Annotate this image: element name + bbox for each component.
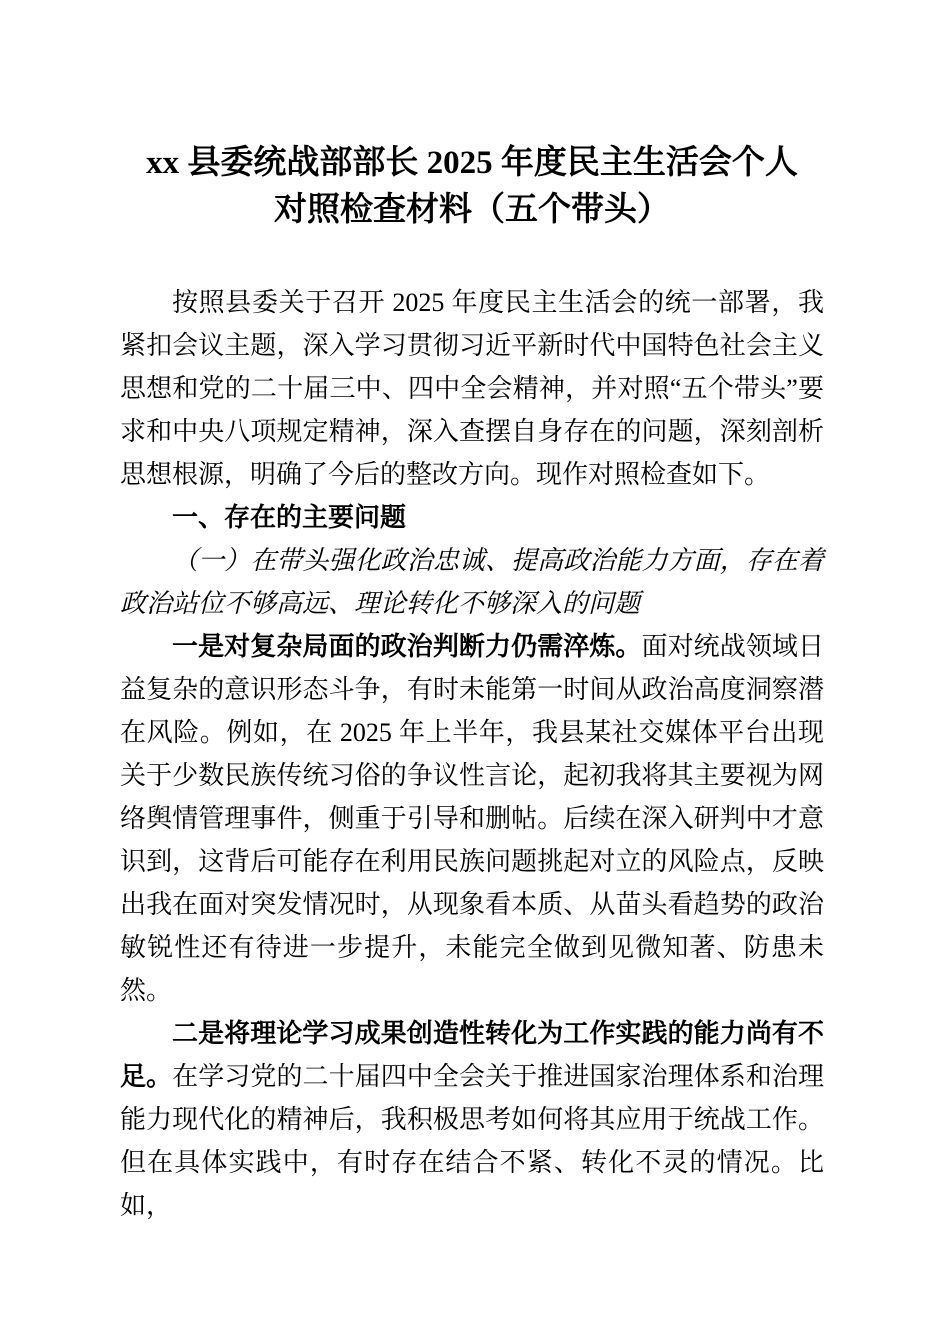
section-heading-main-problems: 一、存在的主要问题 [172, 502, 407, 532]
paragraph-item-2-lead: 二是将理论学习成果创造性转化为工作实践的能力尚有不足。 [120, 1019, 824, 1091]
paragraph-item-2 [120, 1012, 824, 1227]
document-title-line-2: 对照检查材料（五个带头） [274, 192, 670, 228]
subsection-heading-political-loyalty: （一）在带头强化政治忠诚、提高政治能力方面，存在着政治站位不够高远、理论转化不够深入的问题 [120, 546, 824, 618]
paragraph-item-1 [120, 625, 824, 1012]
intro-paragraph: 按照县委关于召开 2025 年度民主生活会的统一部署，我紧扣会议主题，深入学习贯彻习近平新时代中国特色社会主义思想和党的二十届三中、四中全会精神，并对照“五个带头”要求和中央八项规定精神，深入查摆自身存在的问题，深刻剖析思想根源，明确了今后的整改方向。现作对照检查如下。 [120, 288, 824, 489]
paragraph-item-1-text: 面对统战领域日益复杂的意识形态斗争，有时未能第一时间从政治高度洞察潜在风险。例如，在 2025 年上半年，我县某社交媒体平台出现关于少数民族传统习俗的争议性言论，起初我将其主要视为网络舆情管理事件，侧重于引导和删帖。后续在深入研判中才意识到，这背后可能存在利用民族问题挑起对立的风险点，反映出我在面对突发情况时，从现象看本质、从苗头看趋势的政治敏锐性还有待进一步提升，未能完全做到见微知著、防患未然。 [120, 632, 824, 1005]
paragraph-item-1-lead: 一是对复杂局面的政治判断力仍需淬炼。 [172, 632, 642, 661]
document-title [120, 140, 824, 234]
document-title-line-1: xx 县委统战部部长 2025 年度民主生活会个人 [146, 145, 798, 181]
paragraph-item-2-text: 在学习党的二十届四中全会关于推进国家治理体系和治理能力现代化的精神后，我积极思考如何将其应用于统战工作。但在具体实践中，有时存在结合不紧、转化不灵的情况。比如， [120, 1062, 824, 1220]
